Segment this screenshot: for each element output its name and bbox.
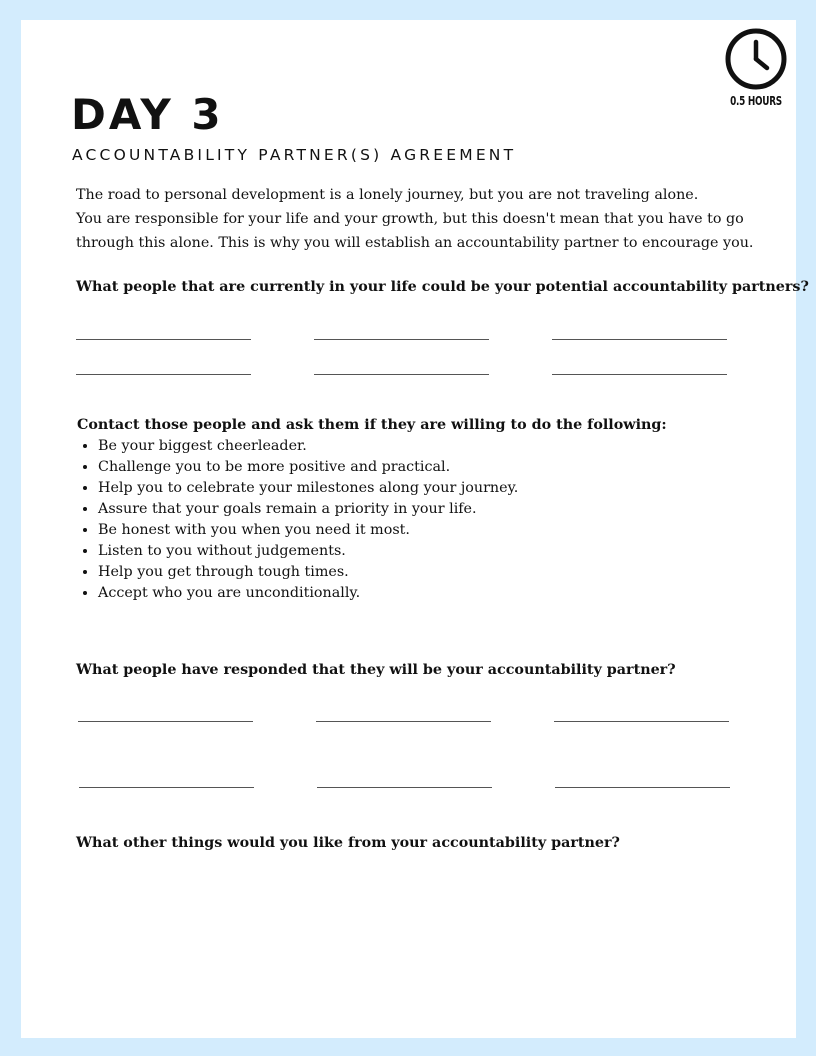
list-item: • Be honest with you when you need it most. — [98, 520, 667, 541]
list-item: • Be your biggest cheerleader. — [98, 436, 667, 457]
answer-line[interactable] — [78, 721, 253, 722]
clock-icon — [725, 28, 787, 90]
duration-label: 0.5 HOURS — [730, 94, 782, 108]
answer-line[interactable] — [555, 787, 730, 788]
answer-line[interactable] — [552, 374, 727, 375]
answer-line[interactable] — [76, 374, 251, 375]
answer-line[interactable] — [314, 339, 489, 340]
list-item: • Help you to celebrate your milestones along your journey. — [98, 478, 667, 499]
request-list-heading: Contact those people and ask them if they are willing to do the following: — [77, 417, 667, 433]
question-responded-partners: What people have responded that they will be your accountability partner? — [76, 662, 676, 678]
question-other-expectations: What other things would you like from your accountability partner? — [76, 835, 620, 851]
list-item: • Challenge you to be more positive and practical. — [98, 457, 667, 478]
intro-text — [76, 183, 781, 255]
answer-line[interactable] — [554, 721, 729, 722]
question-potential-partners: What people that are currently in your life could be your potential accountability partners? — [76, 279, 809, 295]
list-item: • Accept who you are unconditionally. — [98, 583, 667, 604]
answer-line[interactable] — [314, 374, 489, 375]
answer-line[interactable] — [76, 339, 251, 340]
list-item: • Listen to you without judgements. — [98, 541, 667, 562]
intro-line-1: The road to personal development is a lonely journey, but you are not traveling alone. — [76, 187, 699, 203]
page-title: DAY 3 — [71, 90, 224, 139]
intro-line-2: You are responsible for your life and your growth, but this doesn't mean that you have to go through this alone. This is why you will establish an accountability partner to encourage you. — [76, 211, 754, 251]
list-item: • Assure that your goals remain a priority in your life. — [98, 499, 667, 520]
worksheet-page — [21, 20, 809, 1038]
answer-line[interactable] — [79, 787, 254, 788]
request-list — [77, 436, 667, 604]
answer-line[interactable] — [552, 339, 727, 340]
answer-line[interactable] — [316, 721, 491, 722]
page-subtitle: ACCOUNTABILITY PARTNER(S) AGREEMENT — [72, 146, 517, 164]
duration-badge — [723, 28, 789, 108]
list-item: • Help you get through tough times. — [98, 562, 667, 583]
request-list-section — [77, 414, 667, 604]
answer-line[interactable] — [317, 787, 492, 788]
